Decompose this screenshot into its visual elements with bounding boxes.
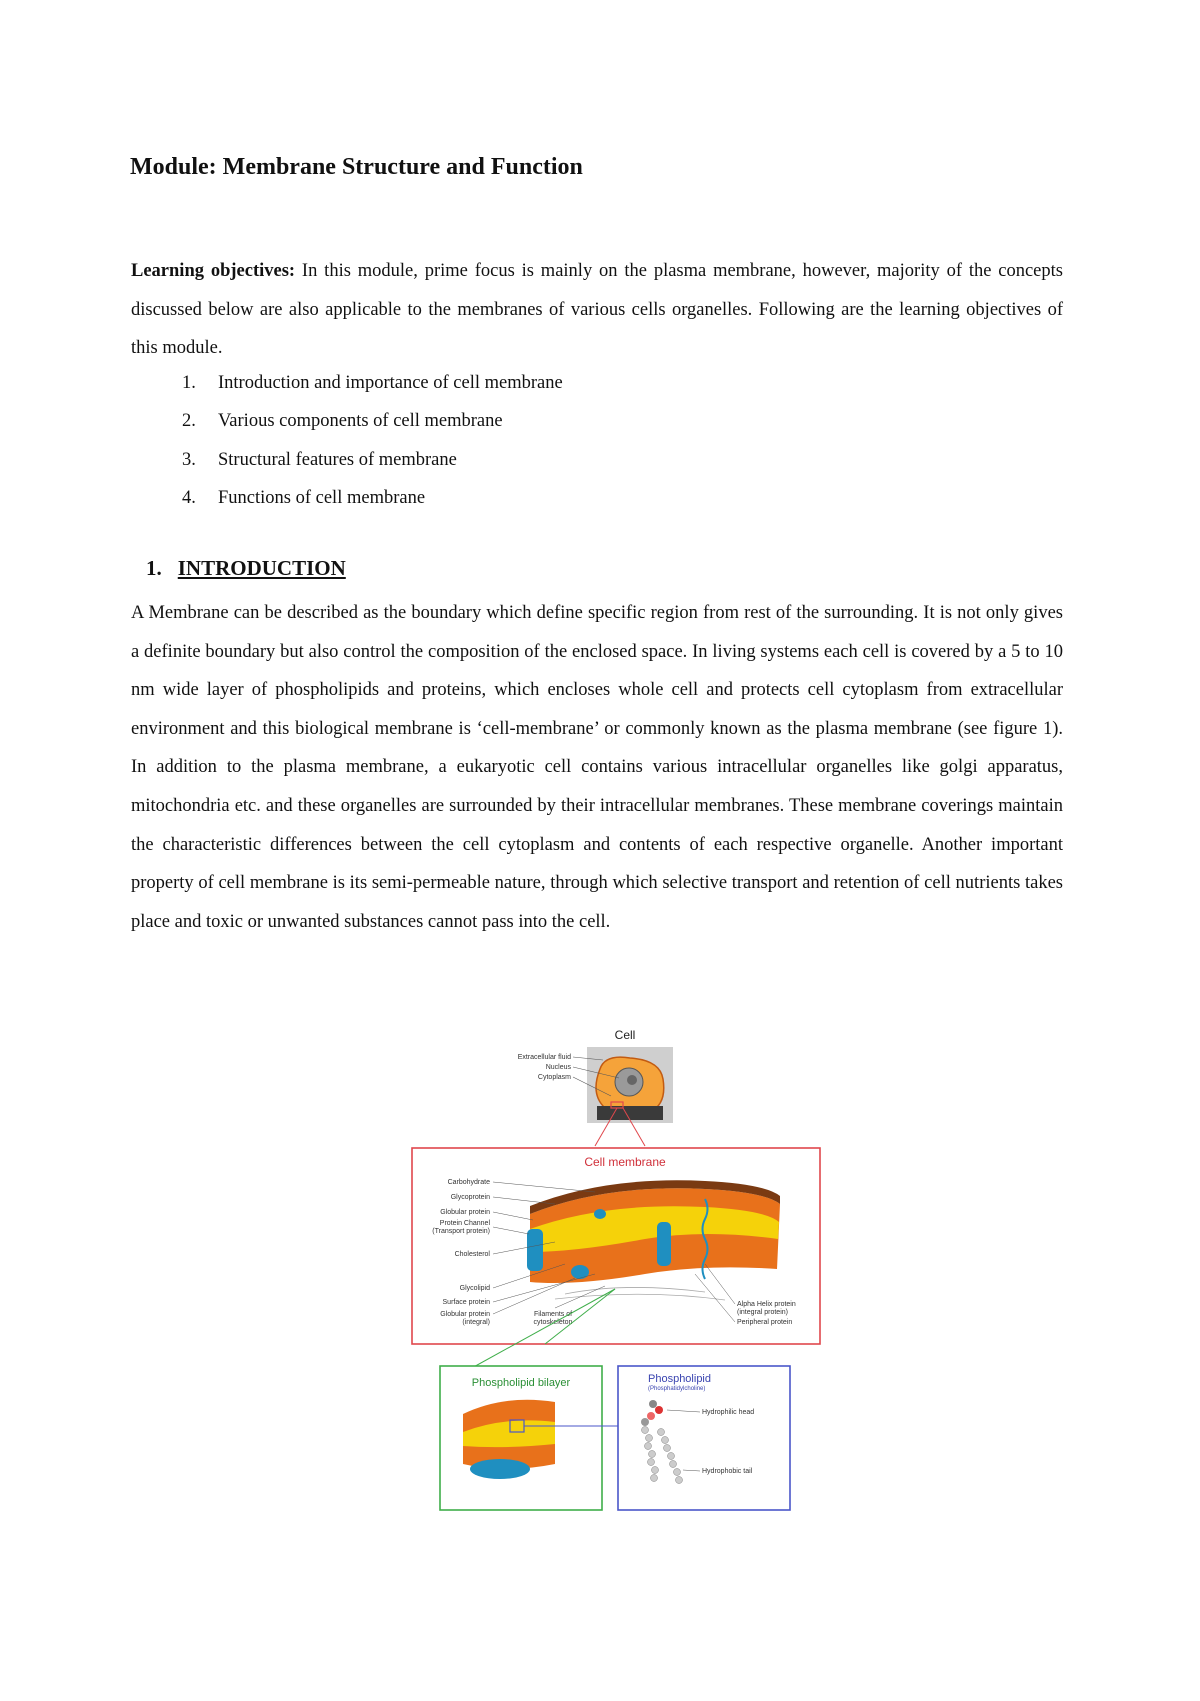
cell-title: Cell [614, 1028, 636, 1042]
cell-label: Cytoplasm [537, 1074, 571, 1081]
membrane-label: Peripheral protein [737, 1319, 793, 1326]
cell-membrane-figure [405, 1024, 825, 1514]
membrane-label: Alpha Helix protein [737, 1301, 796, 1308]
section-number: 1. [146, 556, 162, 580]
membrane-label: Filaments of [533, 1311, 573, 1318]
membrane-title: Cell membrane [584, 1155, 666, 1169]
section-heading-introduction [146, 556, 346, 581]
list-number: 3. [182, 449, 196, 470]
list-number: 1. [182, 373, 196, 393]
list-number: 2. [182, 411, 196, 432]
list-text: Introduction and importance of cell membrane [218, 373, 563, 393]
cell-cytoplasm [597, 1106, 663, 1120]
membrane-label: Globular protein [440, 1209, 490, 1216]
transmembrane-protein [657, 1222, 671, 1266]
membrane-label: Carbohydrate [447, 1179, 490, 1186]
phospholipid-subtitle: (Phosphatidylcholine) [648, 1386, 706, 1392]
list-item [178, 441, 563, 479]
list-item [178, 402, 563, 440]
list-text: Functions of cell membrane [218, 487, 426, 508]
learning-objectives-paragraph [131, 252, 1063, 368]
intro-paragraph: A Membrane can be described as the boundary which define specific region from rest of the surrounding. It is not only gives a definite boundary but also control the composition of the enclosed space. In living systems each cell is covered by a 5 to 10 nm wide layer of phospholipids and proteins, which encloses whole cell and protects cell cytoplasm from extracellular environment and this biological membrane is ‘cell-membrane’ or commonly known as the plasma membrane (see figure 1). In addition to the plasma membrane, a eukaryotic cell contains various intracellular organelles like golgi apparatus, mitochondria etc. and these organelles are surrounded by their intracellular membranes. These membrane coverings maintain the characteristic differences between the cell cytoplasm and contents of each respective organelle. Another important property of cell membrane is its semi-permeable nature, through which selective transport and retention of cell nutrients takes place and toxic or unwanted substances cannot pass into the cell. [131, 603, 1063, 932]
membrane-label: Protein Channel [439, 1220, 490, 1227]
objectives-list [178, 364, 563, 517]
page-title: Module: Membrane Structure and Function [130, 154, 583, 180]
learning-objectives-label: Learning objectives: [131, 261, 296, 281]
list-text: Structural features of membrane [218, 449, 457, 470]
list-item [178, 479, 563, 517]
learning-objectives-text: In this module, prime focus is mainly on the plasma membrane, however, majority of the concepts discussed below are also applicable to the membranes of various cells organelles. Following are the learning objectives of this module. [131, 261, 1063, 359]
membrane-label: Cholesterol [454, 1251, 490, 1258]
list-text: Various components of cell membrane [218, 411, 503, 432]
phospholipid-title: Phospholipid [648, 1373, 711, 1385]
membrane-label: Globular protein [440, 1311, 490, 1318]
membrane-label: Surface protein [442, 1299, 490, 1306]
phospholipid-label: Hydrophilic head [702, 1409, 755, 1416]
bilayer-title: Phospholipid bilayer [471, 1377, 571, 1389]
cell-label: Nucleus [545, 1064, 571, 1071]
list-number: 4. [182, 487, 196, 508]
membrane-label: (integral) [462, 1319, 490, 1326]
membrane-label: (Transport protein) [432, 1228, 490, 1235]
membrane-label: Glycoprotein [450, 1194, 490, 1201]
membrane-label: Glycolipid [459, 1285, 490, 1292]
phospholipid-label: Hydrophobic tail [702, 1468, 753, 1475]
list-item [178, 364, 563, 402]
membrane-label: cytoskeleton [533, 1319, 573, 1326]
protein-channel [527, 1229, 543, 1271]
cell-label: Extracellular fluid [517, 1054, 571, 1061]
membrane-label: (integral protein) [737, 1309, 788, 1316]
section-title: INTRODUCTION [177, 556, 346, 580]
